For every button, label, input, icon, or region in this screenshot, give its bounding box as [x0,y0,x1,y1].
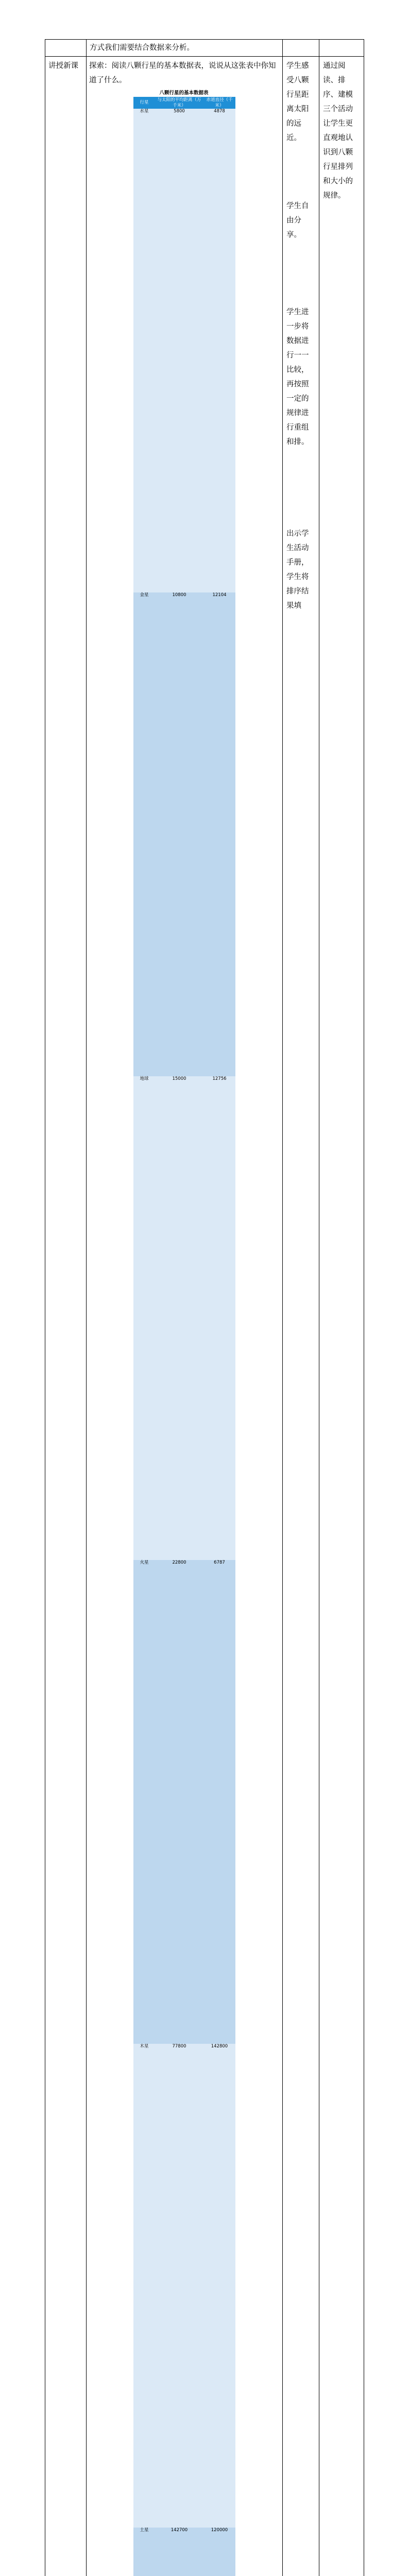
document-page [0,0,409,579]
design-intent: 通过阅读、排序、建模三个活动让学生更直观地认识到八颗行星排列和大小的规律。 [319,57,364,203]
planet-data-table [133,97,235,2576]
lesson-table [45,39,364,2576]
student-activity-1: 学生感受八颗行星距离太阳的远近。 [286,59,315,145]
table-row [133,109,235,592]
row2-main-cell [87,57,283,2576]
planet-table-header: 赤道直径（千米） [203,97,235,109]
planet-table-cell: 6787 [203,1560,235,2044]
planet-table-cell: 77800 [155,2044,203,2528]
row1-col2 [87,40,283,57]
row2-col4 [319,57,364,2576]
row1-text: 方式我们需要结合数据来分析。 [87,40,282,56]
planet-table-cell: 142800 [203,2044,235,2528]
stage-label: 讲授新课 [45,57,86,75]
planet-table-cell: 142700 [155,2528,203,2576]
row2-col3 [283,57,319,2576]
planet-table-cell: 12104 [203,592,235,1076]
planet-table-cell: 5800 [155,109,203,592]
table-row [133,592,235,1076]
paragraph-explore: 探索：阅读八颗行星的基本数据表，说说从这张表中你知道了什么。 [89,59,280,88]
planet-table-header: 与太阳的平均距离（万千米） [155,97,203,109]
row2-col1 [45,57,87,2576]
table-row [133,1560,235,2044]
planet-table-cell: 4878 [203,109,235,592]
student-activity-3: 学生进一步将数据进行一一比较，再按照一定的规律进行重组和排。 [286,305,315,449]
table-row [133,1076,235,1560]
planet-table-header: 行星 [133,97,155,109]
planet-table-cell: 木星 [133,2044,155,2528]
planet-table-cell: 12756 [203,1076,235,1560]
planet-table-cell: 22800 [155,1560,203,2044]
planet-table-cell: 火星 [133,1560,155,2044]
planet-table-cell: 10800 [155,592,203,1076]
planet-table-cell: 地球 [133,1076,155,1560]
row1-col1 [45,40,87,57]
planet-data-table-block [89,90,280,2576]
planet-table-cell: 水星 [133,109,155,592]
student-activity-2: 学生自由分享。 [286,199,315,242]
table-row [133,2044,235,2528]
row1-col3 [283,40,319,57]
table-row [45,57,364,2576]
table-row [133,2528,235,2576]
table-row [45,40,364,57]
row1-col4 [319,40,364,57]
planet-table-cell: 金星 [133,592,155,1076]
student-activity-4: 出示学生活动手册，学生将排序结果填 [286,527,315,613]
planet-table-cell: 15000 [155,1076,203,1560]
planet-table-title: 八颗行星的基本数据表 [133,90,234,97]
planet-table-cell: 120000 [203,2528,235,2576]
planet-table-cell: 土星 [133,2528,155,2576]
